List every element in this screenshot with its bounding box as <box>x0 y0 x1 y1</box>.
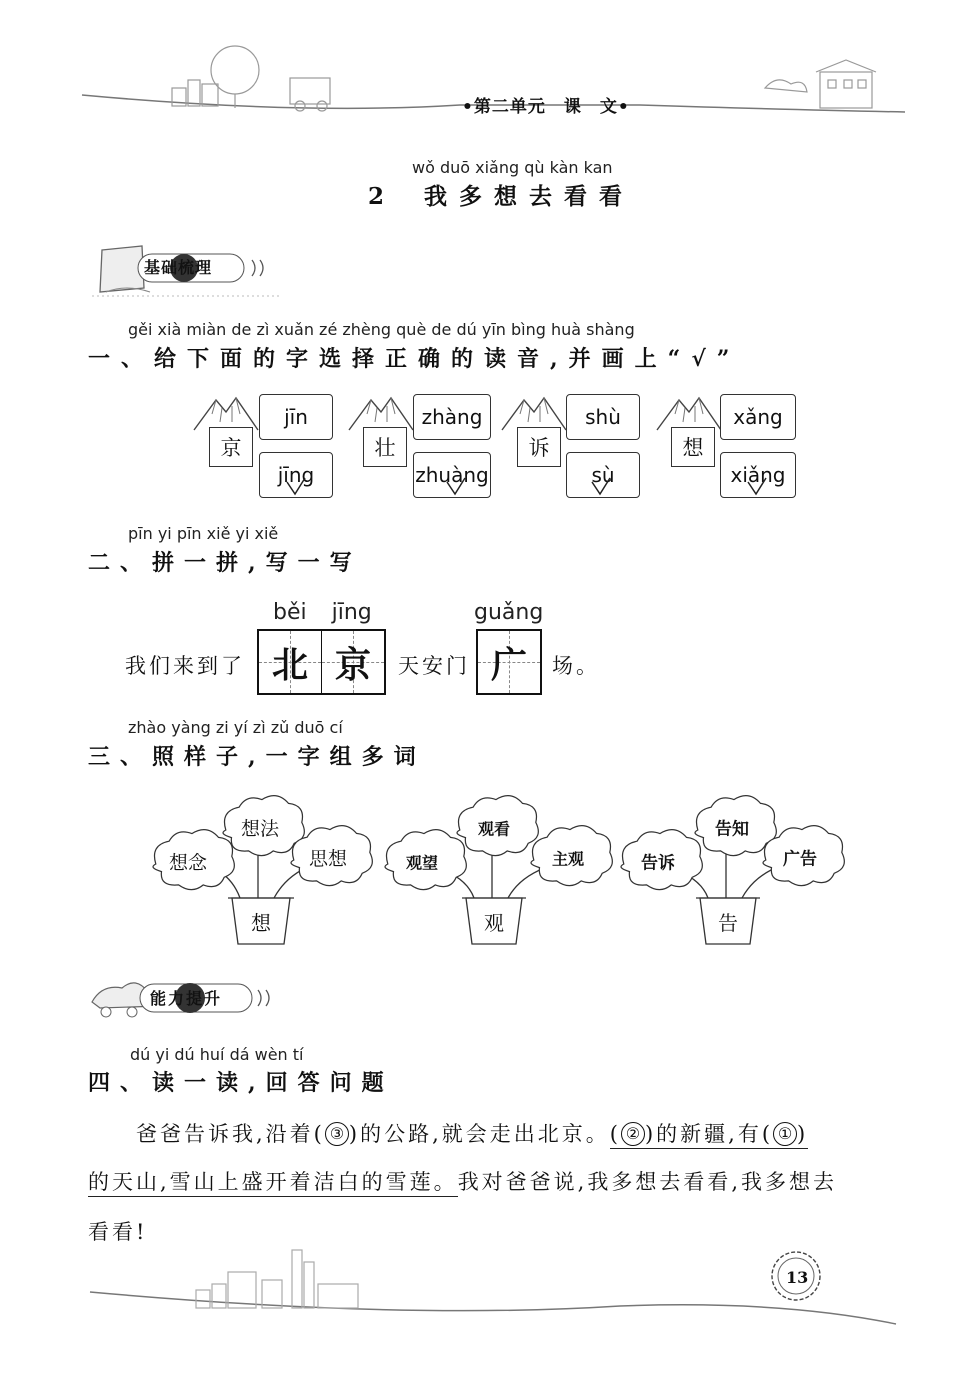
mountain-icon <box>192 392 260 432</box>
sentence-before: 我们来到了 <box>125 654 245 678</box>
reading-paragraph-line-1 <box>136 1118 808 1148</box>
grid-cell[interactable] <box>478 631 540 693</box>
section4-pinyin: dú yi dú huí dá wèn tí <box>130 1045 304 1064</box>
reading-text: 我对爸爸说,我多想去看看,我多想去 <box>457 1170 838 1194</box>
reading-text: ) <box>797 1122 809 1146</box>
underlined-text: 的天山,雪山上盛开着洁白的雪莲。 <box>88 1170 458 1197</box>
tree-word: 主观 <box>551 849 585 869</box>
pinyin-option-bottom[interactable]: xiǎng <box>720 452 796 498</box>
lesson-number: 2 <box>368 183 397 210</box>
pot-char: 想 <box>251 911 271 935</box>
pinyin-option-top[interactable]: shù <box>566 394 640 440</box>
reading-paragraph-line-2 <box>88 1166 837 1196</box>
check-mark-icon <box>589 476 613 496</box>
reading-text: )的公路,就会走出北京。 <box>348 1122 610 1146</box>
lesson-title <box>368 178 634 211</box>
pinyin-option-bottom[interactable]: jīng <box>259 452 333 498</box>
mountain-icon <box>500 392 568 432</box>
page-number: 13 <box>786 1268 809 1287</box>
reading-text: 爸爸告诉我,沿着( <box>136 1122 325 1146</box>
sentence-middle: 天安门 <box>398 654 470 678</box>
grid1-pinyin: běi jīng <box>273 600 372 625</box>
answer-circle: ② <box>621 1122 645 1146</box>
mountain-icon <box>347 392 415 432</box>
basic-badge-label: 基础梳理 <box>144 258 213 277</box>
pinyin-option-top[interactable]: zhàng <box>413 394 491 440</box>
section2-heading: 二、拼一拼,写一写 <box>88 550 362 576</box>
target-char: 京 <box>209 427 253 467</box>
section1-heading: 一、给下面的字选择正确的读音,并画上“√” <box>88 346 741 372</box>
target-char: 诉 <box>517 427 561 467</box>
target-char: 壮 <box>363 427 407 467</box>
tree-word: 告诉 <box>641 853 675 874</box>
ability-badge-label: 能力提升 <box>150 989 223 1008</box>
tree-word: 告知 <box>715 819 749 840</box>
lesson-title-text: 我多想去看看 <box>424 183 635 210</box>
pinyin-option-bottom[interactable]: zhuàng <box>413 452 491 498</box>
section3-pinyin: zhào yàng zi yí zì zǔ duō cí <box>128 718 343 737</box>
reading-text: ( <box>609 1122 621 1146</box>
sentence-after: 场。 <box>552 654 600 678</box>
pinyin-option-top[interactable]: xǎng <box>720 394 796 440</box>
section3-heading: 三、照样子,一字组多词 <box>88 744 426 770</box>
check-mark-icon <box>284 476 308 496</box>
reading-text: )的新疆,有( <box>644 1122 774 1146</box>
tree-word: 思想 <box>308 848 348 870</box>
pot-char: 告 <box>718 911 738 935</box>
pinyin-option-top[interactable]: jīn <box>259 394 333 440</box>
footer-decoration <box>0 1240 979 1350</box>
check-mark-icon <box>444 476 468 496</box>
unit-title: •第二单元 课 文• <box>462 97 630 117</box>
tree-word: 观望 <box>405 853 439 873</box>
reading-paragraph-line-3: 看看! <box>88 1220 148 1244</box>
section4-heading: 四、读一读,回答问题 <box>88 1070 394 1096</box>
section2-pinyin: pīn yi pīn xiě yi xiě <box>128 524 279 543</box>
grid-cell[interactable] <box>321 631 384 693</box>
pinyin-option-bottom[interactable]: sù <box>566 452 640 498</box>
word-trees <box>140 780 860 960</box>
grid-char: 京 <box>334 644 371 686</box>
tree-word: 想法 <box>240 818 280 840</box>
tree-word: 广告 <box>783 849 817 870</box>
grid-cell[interactable] <box>259 631 321 693</box>
check-mark-icon <box>745 476 769 496</box>
section1-pinyin: gěi xià miàn de zì xuǎn zé zhèng què de dú yīn bìng huà shàng <box>128 320 635 339</box>
answer-circle: ① <box>773 1122 797 1146</box>
tree-word: 观看 <box>477 819 511 839</box>
grid2-pinyin: guǎng <box>474 600 544 625</box>
mountain-icon <box>655 392 723 432</box>
grid-char: 北 <box>271 644 308 686</box>
pot-char: 观 <box>484 911 504 935</box>
tree-word: 想念 <box>168 852 208 874</box>
writing-grid-2 <box>476 629 542 695</box>
answer-circle: ③ <box>325 1122 349 1146</box>
grid-char: 广 <box>490 644 527 686</box>
underlined-text <box>610 1122 808 1149</box>
lesson-title-pinyin: wǒ duō xiǎng qù kàn kan <box>412 158 613 177</box>
target-char: 想 <box>671 427 715 467</box>
writing-grid-1 <box>257 629 386 695</box>
